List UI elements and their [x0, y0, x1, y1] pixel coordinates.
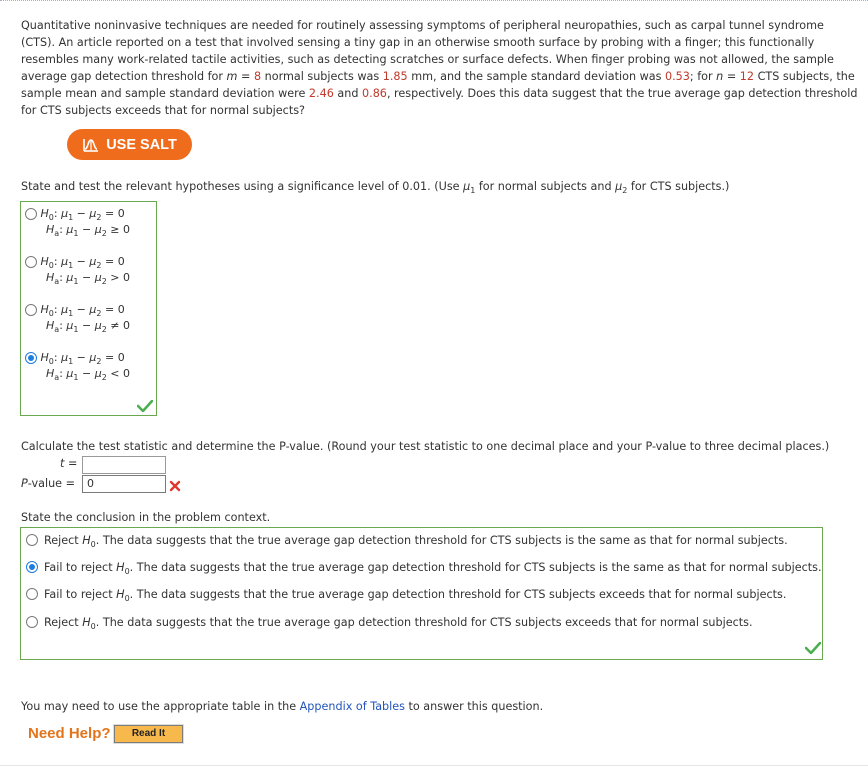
conclusion-option[interactable] — [26, 614, 753, 632]
conclusion-text: Reject $H_0$. The data suggests that the true average gap detection threshold for CTS subjects exceeds that for normal subjects. — [44, 616, 753, 631]
radio-button[interactable] — [25, 304, 37, 316]
conclusion-text: Fail to reject $H_0$. The data suggests that the true average gap detection threshold for CTS subjects is the same as that for normal subjects. — [44, 561, 822, 576]
top-divider — [0, 0, 868, 8]
radio-button[interactable] — [26, 616, 38, 628]
conclusion-option[interactable] — [26, 532, 788, 550]
check-icon — [805, 642, 821, 654]
radio-button[interactable] — [25, 256, 37, 268]
hypotheses-box — [20, 201, 157, 416]
conclusion-option[interactable] — [26, 586, 786, 604]
n-value: 12 — [739, 70, 755, 83]
null-hypothesis: $H_0$: $\mu_1 - \mu_2 = 0$ — [40, 303, 125, 318]
use-salt-button[interactable] — [67, 129, 192, 160]
conclusion-box — [20, 527, 823, 660]
check-icon — [137, 400, 153, 412]
conclusion-text: Fail to reject $H_0$. The data suggests that the true average gap detection threshold for CTS subjects exceeds that for normal subjects. — [44, 588, 787, 603]
cts-sd-value: 0.86 — [362, 87, 387, 100]
hypotheses-prompt: State and test the relevant hypotheses using a significance level of 0.01. (Use $\mu_1$ for normal subjects and $\mu_2$ for CTS subjects.) — [21, 180, 730, 196]
radio-button[interactable] — [26, 534, 38, 546]
need-help-label: Need Help? — [28, 725, 111, 742]
hypothesis-option[interactable] — [25, 302, 130, 334]
read-it-button[interactable]: Read It — [114, 725, 183, 743]
p-value-input[interactable]: 0 — [82, 475, 166, 493]
bottom-divider — [0, 765, 868, 766]
incorrect-icon — [169, 480, 181, 492]
p-value-label: P-value = — [21, 477, 75, 490]
radio-button[interactable] — [25, 208, 37, 220]
m-value: 8 — [253, 70, 262, 83]
t-label: t = — [60, 457, 78, 470]
appendix-link[interactable]: Appendix of Tables — [299, 700, 405, 713]
t-statistic-input[interactable] — [82, 456, 166, 474]
cts-mean-value: 2.46 — [308, 87, 334, 100]
hypothesis-option[interactable] — [25, 206, 130, 238]
null-hypothesis: $H_0$: $\mu_1 - \mu_2 = 0$ — [40, 255, 125, 270]
problem-statement: Quantitative noninvasive techniques are needed for routinely assessing symptoms of peripheral neuropathies, such as carpal tunnel syndrome (CTS). An article reported on a test that involved sensing a tiny gap in an otherwise smooth surface by probing with a finger; this functionally resembles many work-related tactile activities, such as detecting scratches or surface defects. When finger probing was not allowed, the sample average gap detection threshold for m = 8 normal subjects was 1.85 mm, and the sample standard deviation was 0.53; for n = 12 CTS subjects, the sample mean and sample standard deviation were 2.46 and 0.86, respectively. Does this data suggest that the true average gap detection threshold for CTS subjects exceeds that for normal subjects? — [21, 19, 858, 117]
alternative-hypothesis: $H_a$: $\mu_1 - \mu_2 < 0$ — [46, 367, 131, 382]
conclusion-text: Reject $H_0$. The data suggests that the true average gap detection threshold for CTS subjects is the same as that for normal subjects. — [44, 534, 788, 549]
null-hypothesis: $H_0$: $\mu_1 - \mu_2 = 0$ — [40, 351, 125, 366]
conclusion-option[interactable] — [26, 559, 822, 577]
hypothesis-option[interactable] — [25, 350, 130, 382]
normal-mean-value: 1.85 — [382, 70, 408, 83]
radio-button[interactable] — [26, 588, 38, 600]
statistic-prompt: Calculate the test statistic and determine the P-value. (Round your test statistic to one decimal place and your P-value to three decimal places.) — [21, 440, 830, 453]
conclusion-prompt: State the conclusion in the problem context. — [21, 511, 271, 524]
use-salt-label: USE SALT — [106, 136, 177, 153]
alternative-hypothesis: $H_a$: $\mu_1 - \mu_2 \ge 0$ — [46, 223, 131, 238]
null-hypothesis: $H_0$: $\mu_1 - \mu_2 = 0$ — [40, 207, 125, 222]
radio-button[interactable] — [25, 352, 37, 364]
radio-button[interactable] — [26, 561, 38, 573]
normal-sd-value: 0.53 — [664, 70, 690, 83]
hypothesis-option[interactable] — [25, 254, 130, 286]
alternative-hypothesis: $H_a$: $\mu_1 - \mu_2 > 0$ — [46, 271, 131, 286]
salt-chart-icon — [82, 137, 100, 153]
appendix-note: You may need to use the appropriate table in the Appendix of Tables to answer this question. — [21, 700, 544, 713]
alternative-hypothesis: $H_a$: $\mu_1 - \mu_2 \ne 0$ — [46, 319, 131, 334]
